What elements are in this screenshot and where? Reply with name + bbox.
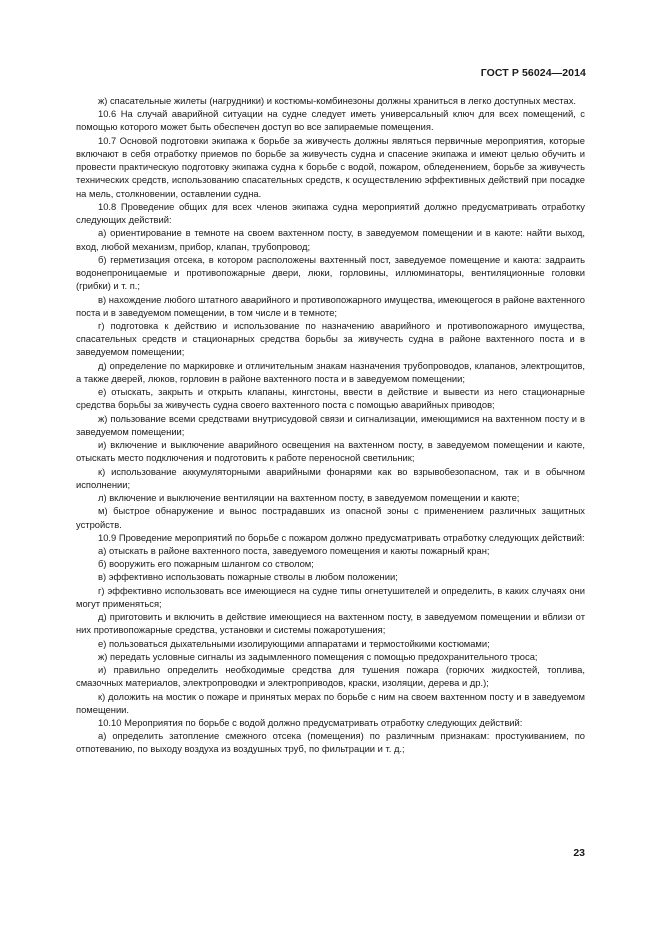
paragraph: д) определение по маркировке и отличительным знакам назначения трубопроводов, клапанов, электрощитов, а также дверей, люков, горловин в районе вахтенного поста и в заведуемом помещении; [76, 359, 585, 384]
paragraph: в) эффективно использовать пожарные стволы в любом положении; [98, 571, 398, 583]
paragraph: е) пользоваться дыхательными изолирующими аппаратами и термостойкими костюмами; [98, 637, 490, 649]
paragraph: к) использование аккумуляторными аварийными фонарями как во взрывобезопасном, так и в обычном исполнении; [76, 465, 585, 490]
paragraph: 10.8 Проведение общих для всех членов экипажа судна мероприятий должно предусматривать отработку следующих действий: [76, 200, 585, 226]
paragraph: 10.6 На случай аварийной ситуации на судне следует иметь универсальный ключ для всех помещений, с помощью которого может быть обеспечен доступ во все запираемые помещения. [76, 108, 585, 133]
paragraph: л) включение и выключение вентиляции на вахтенном посту, в заведуемом помещении и каюте; [98, 492, 520, 504]
paragraph: ж) передать условные сигналы из задымленного помещения с помощью предохранительного троса; [98, 650, 538, 662]
document-header: ГОСТ Р 56024—2014 [480, 67, 586, 79]
paragraph: а) отыскать в районе вахтенного поста, заведуемого помещения и каюты пожарный кран; [98, 544, 490, 556]
paragraph: 10.9 Проведение мероприятий по борьбе с пожаром должно предусматривать отработку следующих действий: [98, 531, 585, 543]
paragraph: ж) пользование всеми средствами внутрисудовой связи и сигнализации, имеющимися на вахтенном посту и в заведуемом помещении; [76, 412, 585, 437]
paragraph: и) правильно определить необходимые средства для тушения пожара (горючих жидкостей, топлива, смазочных материалов, электропроводки и электроприводов, краски, изоляции, дерева и др.); [76, 664, 585, 689]
paragraph: в) нахождение любого штатного аварийного и противопожарного имущества, имеющегося в районе вахтенного поста и в заведуемом помещении, в том числе и в темноте; [76, 293, 585, 318]
paragraph: б) герметизация отсека, в котором расположены вахтенный пост, заведуемое помещение и каюта: задраить водонепроницаемые и противопожарные двери, люки, горловины, иллюминаторы, вентиляционные головки (грибки) и т. п.; [76, 253, 585, 292]
paragraph: а) определить затопление смежного отсека (помещения) по различным признакам: простукиванием, по отпотеванию, по выходу воздуха из воздушных труб, по фильтрации и т. д.; [76, 730, 585, 755]
page-number: 23 [573, 847, 585, 859]
paragraph: и) включение и выключение аварийного освещения на вахтенном посту, в заведуемом помещении и каюте, отыскать место подключения и подготовить к работе переносной светильник; [76, 439, 585, 464]
paragraph: а) ориентирование в темноте на своем вахтенном посту, в заведуемом помещении и в каюте: найти выход, вход, любой механизм, прибор, клапан, трубопровод; [76, 227, 585, 252]
paragraph: е) отыскать, закрыть и открыть клапаны, кингстоны, ввести в действие и вывести из него стационарные средства борьбы за живучесть судна своего вахтенного поста с помощью аварийных приводов; [76, 386, 585, 411]
paragraph: 10.10 Мероприятия по борьбе с водой должно предусматривать отработку следующих действий: [98, 717, 523, 729]
paragraph: 10.7 Основой подготовки экипажа к борьбе за живучесть должны являться первичные мероприятия, которые включают в себя отработку приемов по борьбе за живучесть судна и спасение экипажа и имеют целью обучить и провести практическую подготовку экипажа судна к борьбе с водой, пожаром, обледенением, борьбе за живучесть технических средств, использованию спасательных средств, к осуществлению эффективных действий при посадке на мель, столкновении, оставлении судна. [76, 134, 585, 199]
paragraph: г) подготовка к действию и использование по назначению аварийного и противопожарного имущества, спасательных средств и стационарных средства борьбы за живучесть судна в районе вахтенного поста и в заведуемом помещении; [76, 319, 585, 358]
paragraph: д) приготовить и включить в действие имеющиеся на вахтенном посту, в заведуемом помещении и вблизи от них противопожарные средства, установки и системы пожаротушения; [76, 611, 585, 636]
paragraph: ж) спасательные жилеты (нагрудники) и костюмы-комбинезоны должны храниться в легко доступных местах. [98, 95, 577, 106]
body-text [76, 94, 585, 756]
paragraph: м) быстрое обнаружение и вынос пострадавших из опасной зоны с применением различных защитных устройств. [76, 505, 585, 530]
paragraph: б) вооружить его пожарным шлангом со стволом; [98, 558, 314, 570]
paragraph: к) доложить на мостик о пожаре и принятых мерах по борьбе с ним на своем вахтенном посту и в заведуемом помещении. [76, 690, 585, 715]
paragraph: г) эффективно использовать все имеющиеся на судне типы огнетушителей и определить, в каких случаях они могут применяться; [76, 584, 585, 609]
